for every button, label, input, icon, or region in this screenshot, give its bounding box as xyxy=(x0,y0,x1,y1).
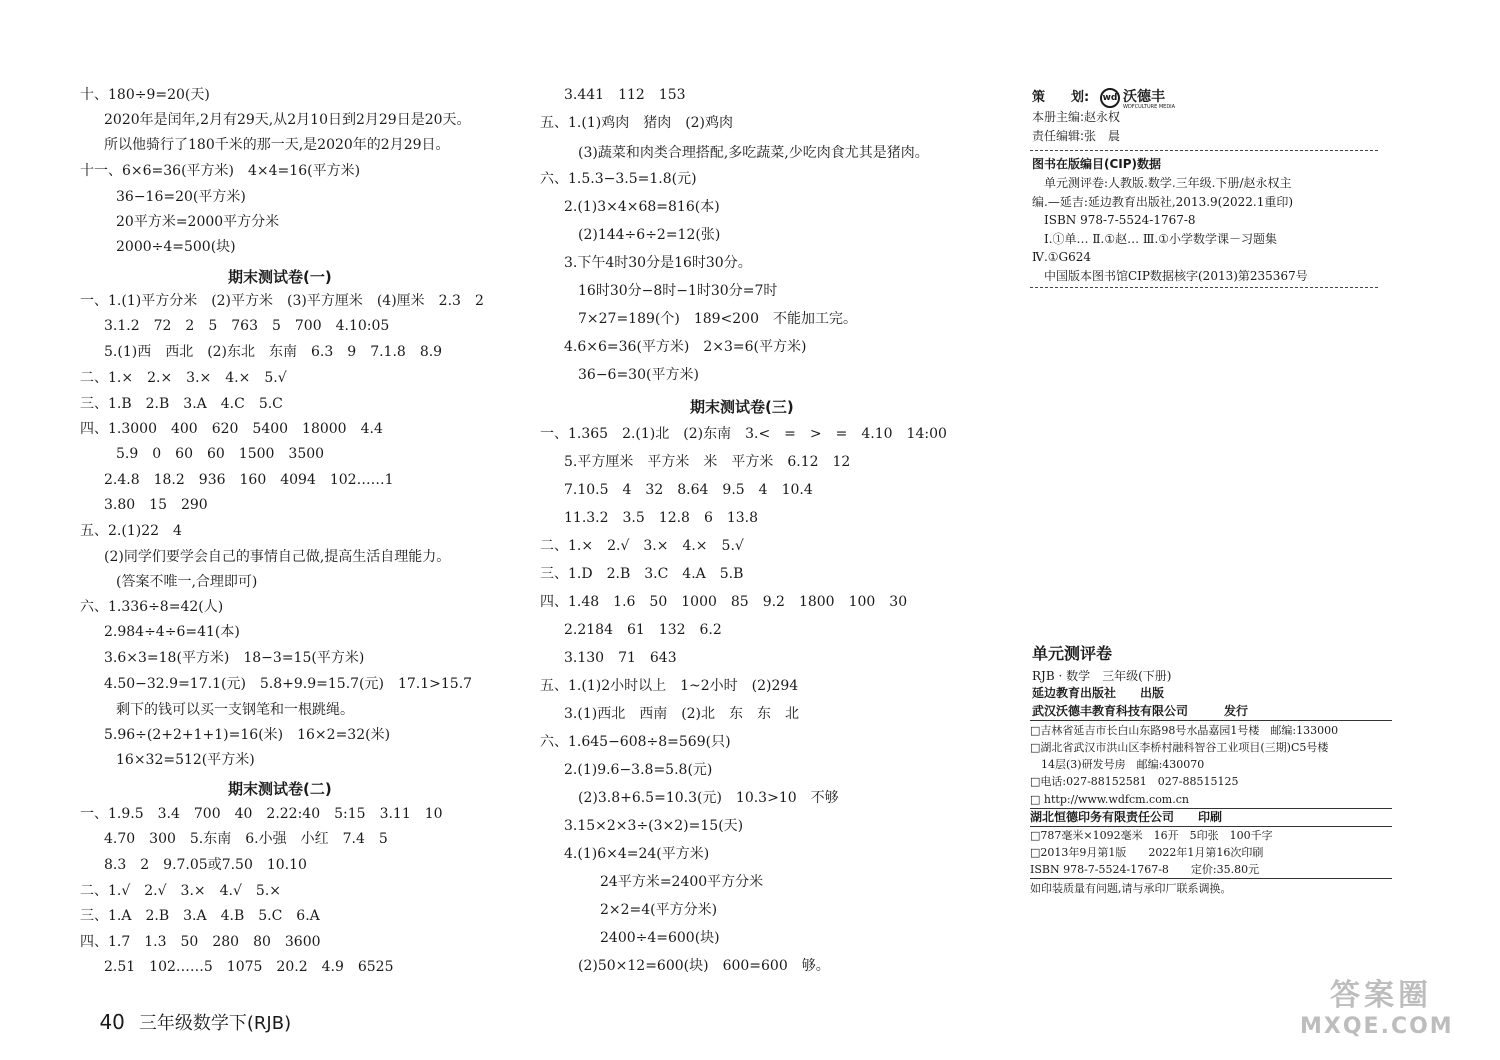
answer-line: 3.15×2×3÷(3×2)=15(天) xyxy=(564,818,744,834)
answer-line: (2)144÷6÷2=12(张) xyxy=(578,227,721,243)
answer-line: 四、1.48 1.6 50 1000 85 9.2 1800 100 30 xyxy=(540,594,908,610)
answer-line: 三、1.D 2.B 3.C 4.A 5.B xyxy=(540,566,744,582)
cip-line: Ⅳ.①G624 xyxy=(1032,250,1092,264)
answer-line: 2400÷4=600(块) xyxy=(600,930,720,946)
edition-line: RJB · 数学 三年级(下册) xyxy=(1032,669,1172,683)
answer-line: 3.1.2 72 2 5 763 5 700 4.10:05 xyxy=(104,318,390,334)
spec-line: □787毫米×1092毫米 16开 5印张 100千字 xyxy=(1030,829,1273,842)
answer-line: 8.3 2 9.7.05或7.50 10.10 xyxy=(104,857,307,873)
divider xyxy=(1030,878,1392,879)
answer-line: 剩下的钱可以买一支钢笔和一根跳绳。 xyxy=(116,702,354,718)
answer-line: (答案不唯一,合理即可) xyxy=(116,574,258,590)
answer-line: 3.(1)西北 西南 (2)北 东 东 北 xyxy=(564,706,800,722)
watermark-text: 答案圈 xyxy=(1330,978,1432,1013)
answer-line: 五、2.(1)22 4 xyxy=(80,523,182,539)
answer-line: 3.下午4时30分是16时30分。 xyxy=(564,255,752,271)
answer-line: 十一、6×6=36(平方米) 4×4=16(平方米) xyxy=(80,163,361,179)
cip-line: 编.—延吉:延边教育出版社,2013.9(2022.1重印) xyxy=(1032,194,1294,209)
answer-line: 5.9 0 60 60 1500 3500 xyxy=(116,446,325,462)
answer-line: 六、1.336÷8=42(人) xyxy=(80,599,224,615)
logo-subtitle: WDFCULTURE MEDIA xyxy=(1123,104,1176,110)
divider xyxy=(1030,808,1392,809)
answer-line: 二、1.√ 2.√ 3.× 4.√ 5.× xyxy=(80,883,282,899)
section-heading: 期末测试卷(三) xyxy=(690,398,794,416)
cip-line: ISBN 978-7-5524-1767-8 xyxy=(1032,213,1196,227)
answer-line: 20平方米=2000平方分米 xyxy=(116,214,280,230)
cip-title: 图书在版编目(CIP)数据 xyxy=(1032,157,1162,171)
website-line: □ http://www.wdfcm.com.cn xyxy=(1030,793,1189,806)
section-heading: 期末测试卷(一) xyxy=(228,268,332,286)
print-date-line: □2013年9月第1版 2022年1月第16次印刷 xyxy=(1030,846,1264,859)
answer-line: 36−16=20(平方米) xyxy=(116,189,246,205)
address-3: 14层(3)研发号房 邮编:430070 xyxy=(1030,758,1205,771)
answer-line: 2.(1)9.6−3.8=5.8(元) xyxy=(564,762,713,778)
answer-line: 所以他骑行了180千米的那一天,是2020年的2月29日。 xyxy=(104,137,450,153)
cip-line: 中国版本图书馆CIP数据核字(2013)第235367号 xyxy=(1032,268,1308,283)
answer-line: 一、1.(1)平方分米 (2)平方米 (3)平方厘米 (4)厘米 2.3 2 xyxy=(80,293,484,309)
notice-line: 如印装质量有问题,请与承印厂联系调换。 xyxy=(1030,882,1232,895)
answer-line: 二、1.× 2.√ 3.× 4.× 5.√ xyxy=(540,538,744,554)
answer-line: 16时30分−8时−1时30分=7时 xyxy=(578,283,778,299)
answer-line: 五、1.(1)鸡肉 猪肉 (2)鸡肉 xyxy=(540,115,734,131)
answer-line: 2000÷4=500(块) xyxy=(116,239,236,255)
answer-line: 2.4.8 18.2 936 160 4094 102……1 xyxy=(104,472,394,488)
answer-line: 24平方米=2400平方分米 xyxy=(600,874,764,890)
answer-line: 16×32=512(平方米) xyxy=(116,752,255,768)
divider xyxy=(1030,287,1378,288)
answer-line: 3.6×3=18(平方米) 18−3=15(平方米) xyxy=(104,650,365,666)
answer-line: 3.441 112 153 xyxy=(564,87,686,103)
answer-line: 五、1.(1)2小时以上 1~2小时 (2)294 xyxy=(540,678,799,694)
phone-line: □电话:027-88152581 027-88515125 xyxy=(1030,775,1239,788)
answer-line: (2)50×12=600(块) 600=600 够。 xyxy=(578,958,830,974)
answer-line: 2.(1)3×4×68=816(本) xyxy=(564,199,720,215)
cip-line: Ⅰ.①单… Ⅱ.①赵… Ⅲ.①小学数学课－习题集 xyxy=(1032,231,1278,246)
answer-line: 一、1.365 2.(1)北 (2)东南 3.< = > = 4.10 14:00 xyxy=(540,426,947,442)
address-1: □吉林省延吉市长白山东路98号水晶嘉园1号楼 邮编:133000 xyxy=(1030,724,1339,737)
answer-line: 二、1.× 2.× 3.× 4.× 5.√ xyxy=(80,370,287,386)
answer-line: 三、1.B 2.B 3.A 4.C 5.C xyxy=(80,396,283,412)
book-title-footer: 三年级数学下(RJB) xyxy=(138,1013,292,1034)
answer-line: 36−6=30(平方米) xyxy=(578,367,699,383)
chief-editor: 本册主编:赵永权 xyxy=(1032,110,1121,124)
answer-line: 一、1.9.5 3.4 700 40 2.22:40 5:15 3.11 10 xyxy=(80,806,443,822)
answer-line: 2×2=4(平方分米) xyxy=(600,902,718,918)
answer-line: (3)蔬菜和肉类合理搭配,多吃蔬菜,少吃肉食尤其是猪肉。 xyxy=(578,145,929,161)
book-title: 单元测评卷 xyxy=(1032,644,1113,663)
answer-line: 7.10.5 4 32 8.64 9.5 4 10.4 xyxy=(564,482,813,498)
watermark-domain: MXQE.COM xyxy=(1300,1014,1454,1039)
answer-line: 十、180÷9=20(天) xyxy=(80,87,210,103)
wdf-logo-icon: wd xyxy=(1100,88,1120,108)
answer-line: (2)同学们要学会自己的事情自己做,提高生活自理能力。 xyxy=(104,549,451,565)
answer-line: (2)3.8+6.5=10.3(元) 10.3>10 不够 xyxy=(578,790,839,806)
responsible-editor: 责任编辑:张 晨 xyxy=(1032,129,1121,143)
answer-line: 11.3.2 3.5 12.8 6 13.8 xyxy=(564,510,759,526)
printer-line: 湖北恒德印务有限责任公司 印刷 xyxy=(1030,810,1223,824)
page-footer xyxy=(88,988,291,1035)
answer-line: 3.80 15 290 xyxy=(104,497,208,513)
address-2: □湖北省武汉市洪山区李桥村融科智谷工业项目(三期)C5号楼 xyxy=(1030,741,1329,754)
divider xyxy=(1030,720,1392,721)
answer-line: 4.50−32.9=17.1(元) 5.8+9.9=15.7(元) 17.1>15.7 xyxy=(104,676,473,692)
answer-line: 2.2184 61 132 6.2 xyxy=(564,622,722,638)
answer-line: 5.平方厘米 平方米 米 平方米 6.12 12 xyxy=(564,454,851,470)
answer-line: 4.70 300 5.东南 6.小强 小红 7.4 5 xyxy=(104,831,388,847)
distributor-line: 武汉沃德丰教育科技有限公司 发行 xyxy=(1032,704,1249,718)
answer-line: 三、1.A 2.B 3.A 4.B 5.C 6.A xyxy=(80,908,320,924)
watermark xyxy=(1300,970,1470,1050)
answer-line: 3.130 71 643 xyxy=(564,650,677,666)
answer-line: 7×27=189(个) 189<200 不能加工完。 xyxy=(578,311,858,327)
answer-line: 5.96÷(2+2+1+1)=16(米) 16×2=32(米) xyxy=(104,727,391,743)
answer-line: 六、1.5.3−3.5=1.8(元) xyxy=(540,171,697,187)
cip-line: 单元测评卷:人教版.数学.三年级.下册/赵永权主 xyxy=(1032,176,1292,190)
answer-line: 4.6×6=36(平方米) 2×3=6(平方米) xyxy=(564,339,807,355)
page-number: 40 xyxy=(99,1010,125,1034)
publisher-logo xyxy=(1100,86,1175,110)
answer-line: 2.51 102……5 1075 20.2 4.9 6525 xyxy=(104,959,394,975)
answer-line: 5.(1)西 西北 (2)东北 东南 6.3 9 7.1.8 8.9 xyxy=(104,344,443,360)
answer-line: 4.(1)6×4=24(平方米) xyxy=(564,846,710,862)
logo-name: 沃德丰 xyxy=(1123,89,1165,105)
answer-line: 六、1.645−608÷8=569(只) xyxy=(540,734,731,750)
answer-line: 2020年是闰年,2月有29天,从2月10日到2月29日是20天。 xyxy=(104,112,471,128)
isbn-price-line: ISBN 978-7-5524-1767-8 定价:35.80元 xyxy=(1030,863,1260,876)
answer-line: 2.984÷4÷6=41(本) xyxy=(104,624,240,640)
answer-line: 四、1.7 1.3 50 280 80 3600 xyxy=(80,934,321,950)
answer-line: 四、1.3000 400 620 5400 18000 4.4 xyxy=(80,421,383,437)
publisher-line: 延边教育出版社 出版 xyxy=(1032,686,1165,700)
planner-label: 策 划: xyxy=(1032,90,1090,105)
divider xyxy=(1030,150,1378,151)
divider xyxy=(1030,826,1392,827)
section-heading: 期末测试卷(二) xyxy=(228,780,332,798)
